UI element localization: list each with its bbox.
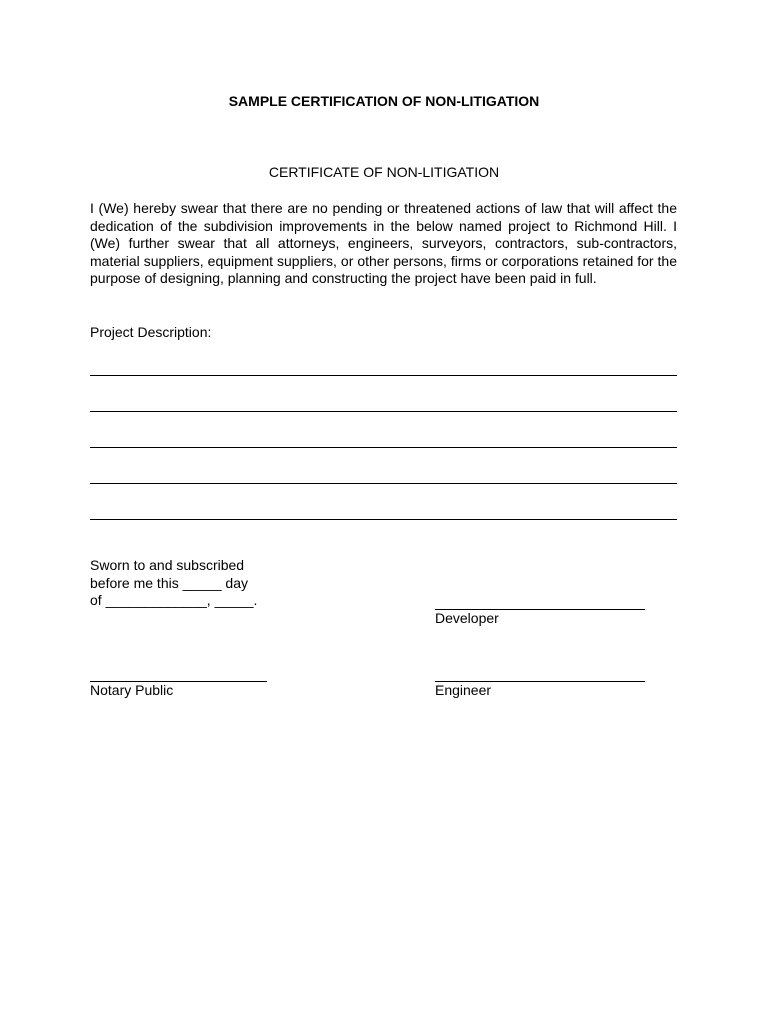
project-description-line-2 <box>90 411 677 412</box>
certification-statement: I (We) hereby swear that there are no pending or threatened actions of law that will affect the dedication of the subdivision improvements in the below named project to Richmond Hill. I (We) further swear that all attorneys, engineers, surveyors, contractors, sub-contractors, material suppliers, equipment suppliers, or other persons, firms or corporations retained for the purpose of designing, planning and constructing the project have been paid in full. <box>90 200 677 286</box>
certificate-heading: CERTIFICATE OF NON-LITIGATION <box>268 164 500 180</box>
project-description-line-3 <box>90 447 677 448</box>
notary-public-label: Notary Public <box>90 682 174 698</box>
document-title: SAMPLE CERTIFICATION OF NON-LITIGATION <box>228 93 540 109</box>
project-description-label: Project Description: <box>90 324 212 340</box>
project-description-line-4 <box>90 483 677 484</box>
engineer-label: Engineer <box>435 682 492 698</box>
project-description-line-5 <box>90 519 677 520</box>
sworn-line-2: before me this _____ day <box>90 574 248 591</box>
project-description-line-1 <box>90 375 677 376</box>
sworn-statement <box>90 557 257 610</box>
sworn-line-3: of _____________, _____. <box>90 592 258 608</box>
sworn-line-1: Sworn to and subscribed <box>90 557 245 573</box>
developer-label: Developer <box>435 610 499 626</box>
